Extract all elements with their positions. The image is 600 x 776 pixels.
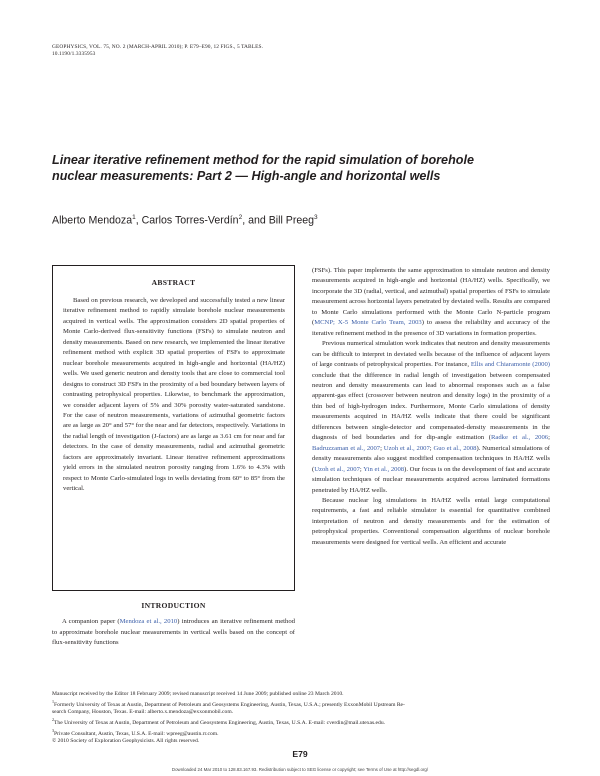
introduction-body [52,617,295,649]
page-number: E79 [292,749,308,759]
affiliation-marker: 3 [314,214,318,221]
footnote-1-continued: search Company, Houston, Texas. E-mail: alberto.x.mendoza@exxonmobil.com. [52,709,234,716]
body-text: Previous numerical simulation work indicates that neutron and density measurements can be difficult to interpret in deviated wells because of the influence of adjacent layers of large contrasts of petrophysical properties. For instance, [312,340,550,369]
affiliation-marker: 2 [238,214,243,221]
footnote-3 [52,727,552,738]
body-text: conclude that the difference in radial length of investigation between compensated neutron and density measurements can lead to abnormal responses such as a false apparent-gas effect (crossover between neutron and density logs) in the proximity of a thin bed of high-hydrogen index. Furthermore, Monte Carlo simulations of density measurements acquired in HA/HZ wells indicate that there could be significant differences between single-detector and compensated-density measurements in the diagnosis of bed boundaries and for dip-angle estimation ( [312,371,550,442]
abstract-paragraph: Based on previous research, we developed and successfully tested a new linear iterative refinement method to rapidly simulate borehole nuclear measurements acquired in vertical wells. The approximation considers 2D spatial properties of Monte Carlo-derived flux-sensitivity functions (FSFs) to simulate neutron and density measurements. Based on new research, we implemented the linear iterative refinement method with explicit 3D spatial properties of FSFs to approximate nuclear borehole measurements acquired in high-angle and horizontal (HA/HZ) wells. We used generic neutron and density tools that are close to commercial tool designs to construct 3D FSFs in the proximity of a bed boundary between layers of contrasting petrophysical properties. Likewise, to benchmark the approximation, we consider adjacent layers of 5% and 30% porosity water-saturated sandstone. For the case of neutron measurements, variations of azimuthal geometric factors are as large as 20° and 57° for the near and far detectors, respectively. Variations in the radial length of investigation (J-factors) are as large as 3.61 cm for near and far detectors. In the case of density measurements, radial and azimuthal geometric factors are approximately invariant. Linear iterative refinement approximations yield errors in the simulated neutron porosity ranging from 1.6% to 4.3% with respect to Monte Carlo-simulated logs in wells deviating from 60° to 85° from the vertical. [63,297,285,493]
citation-link[interactable]: Uzoh et al., 2007 [383,444,430,452]
footnote-text: Formerly University of Texas at Austin, Department of Petroleum and Geosystems Engineering, Austin, Texas, U.S.A.; presently ExxonMobil Upstream Re- [54,701,405,708]
body-text: ) introduces an iterative refinement method to approximate borehole nuclear measurements in vertical wells based on the concept of flux-sensitivity functions [52,618,295,646]
body-paragraph: Because nuclear log simulations in HA/HZ wells entail large computational requirements, a fast and reliable simulator is essential for quantitative combined interpretation of neutron and density measurements and for the estimation of petrophysical properties. Conventional compensation algorithms of nuclear borehole measurements were designed for vertical wells. An efficient and accurate [312,496,550,546]
body-paragraph [312,339,550,496]
author-list [52,214,318,227]
footnote-marker: 3 [52,728,54,734]
footnote-2 [52,716,552,727]
citation-link[interactable]: Guo et al., 2008 [433,444,477,452]
title-line-1: Linear iterative refinement method for the rapid simulation of borehole [52,153,474,167]
body-text: ; [359,465,364,473]
body-text: ). Our focus is on the development of fast and accurate simulation techniques of nuclear measurements acquired across laminated formations penetrated by HA/HZ wells. [312,465,551,494]
citation-link[interactable]: MCNP; X-5 Monte Carlo Team, 2003 [314,319,422,327]
paper-title [52,152,552,184]
author-separator: , [135,214,142,227]
footnote-marker: 1 [52,699,54,705]
body-text: ; [548,434,550,442]
citation-link[interactable]: Radke et al., 2006 [490,434,549,442]
body-text: A companion paper ( [62,618,120,625]
citation-link[interactable]: Ellis and Chiaramonte (2000) [470,361,551,369]
citation-link[interactable]: Yin et al., 2008 [363,465,405,473]
download-notice: Downloaded 24 Mar 2010 to 128.83.167.93. Redistribution subject to SEG license or copyright; see Terms of Use at http://segdl.org/ [171,767,429,772]
author-name: Carlos Torres-Verdín [141,214,239,227]
author-name: Bill Preeg [268,214,315,227]
author-separator: , and [242,214,269,227]
abstract-body [63,296,285,495]
title-line-2: nuclear measurements: Part 2 — High-angle and horizontal wells [52,169,441,183]
footnote-1 [52,698,552,709]
abstract-heading: ABSTRACT [151,278,196,287]
footnote-text: Private Consultant, Austin, Texas, U.S.A. E-mail: wpreeg@austin.rr.com. [54,730,219,737]
copyright-notice: © 2010 Society of Exploration Geophysicists. All rights reserved. [52,738,200,745]
citation-link[interactable]: Badruzzaman et al., 2007 [312,444,381,452]
right-column [312,266,550,548]
body-text: ). Numerical simulations of density measurements also suggest modified compensation techniques in HA/HZ wells ( [312,444,550,473]
introduction-paragraph [52,617,295,649]
body-text: (FSFs). This paper implements the same approximation to simulate neutron and density measurements acquired in high-angle and horizontal (HA/HZ) wells. Specifically, we incorporate the 3D (radial, vertical, and azimuthal) spatial properties of FSFs to simulate measurement across horizontal layers penetrated by deviated wells. Results are compared to Monte Carlo simulations performed with the Monte Carlo N-particle program ( [312,267,550,327]
journal-citation: GEOPHYSICS, VOL. 75, NO. 2 (MARCH-APRIL 2010); P. E79–E90, 12 FIGS., 5 TABLES. [52,44,264,50]
manuscript-dates: Manuscript received by the Editor 18 February 2009; revised manuscript received 14 June 2009; published online 23 March 2010. [52,691,344,697]
citation-link[interactable]: Mendoza et al., 2010 [119,618,178,625]
abstract-box [52,265,295,591]
body-text: ) to assess the reliability and accuracy of the iterative refinement method in the presence of 3D variations in formation properties. [312,319,550,337]
body-paragraph [312,266,550,339]
journal-doi: 10.1190/1.3335953 [52,50,96,57]
body-text: ; [380,444,384,452]
author-name: Alberto Mendoza [52,214,133,227]
introduction-heading: INTRODUCTION [141,601,206,610]
citation-link[interactable]: Uzoh et al., 2007 [314,465,360,473]
footnote-marker: 2 [52,717,54,723]
footnote-text: The University of Texas at Austin, Department of Petroleum and Geosystems Engineering, Austin, Texas, U.S.A. E-mail: cverdin@mail.utexas.edu. [54,720,386,726]
body-text: ; [429,444,434,452]
footnotes [52,691,552,745]
journal-header [52,44,263,57]
affiliation-marker: 1 [132,214,136,221]
